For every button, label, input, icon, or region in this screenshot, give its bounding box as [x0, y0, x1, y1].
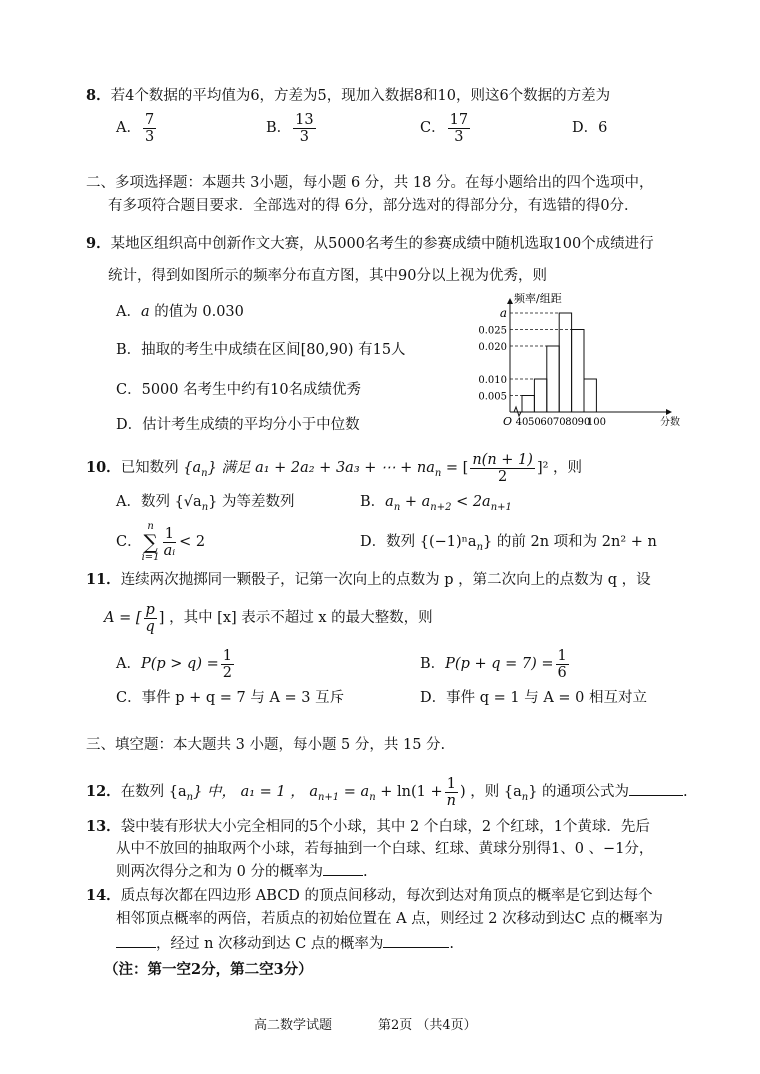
q14-number: 14． — [86, 887, 121, 904]
q10-option-d: D．数列 {(−1)ⁿa$_n$} 的前 2n 项和为 2n² + n — [360, 534, 657, 553]
x-tick-label-0: 40 — [515, 417, 529, 428]
q11-option-c: C．事件 p + q = 7 与 A = 3 互斥 — [116, 690, 345, 706]
y-tick-label-2: 0.020 — [478, 342, 507, 353]
q14-answer-blank-1[interactable] — [116, 933, 156, 948]
q12-number: 12． — [86, 783, 121, 800]
q10-c-fraction: $\frac{1}{\text{aᵢ}}$ — [163, 525, 176, 559]
x-tick-label-2: 60 — [540, 417, 554, 428]
q14-line1: 14．质点每次都在四边形 ABCD 的顶点间移动，每次到达对角顶点的概率是它到达每个 — [86, 887, 653, 904]
q9-option-a: A．a 的值为 0.030 — [116, 304, 244, 320]
y-tick-label-3: 0.025 — [478, 325, 507, 337]
bar-2 — [547, 346, 559, 412]
q11-option-b: B．P(p + q = 7) = $\frac{1}{6}$ — [420, 647, 567, 681]
y-axis-arrow-icon — [507, 298, 513, 304]
q8-option-b: B． $\frac{13}{3}$ — [266, 111, 314, 145]
q8-c-fraction: $\frac{17}{3}$ — [449, 111, 469, 145]
origin-label: O — [503, 415, 513, 428]
q8-stem — [86, 86, 610, 106]
bar-1 — [534, 379, 546, 412]
q11-number: 11． — [86, 571, 121, 588]
q10-stem: 10．已知数列 $\{a_n\}$ 满足 a₁ + 2a₂ + 3a₃ + ⋯ + $na_n$ = [ $\frac{n(n + 1)}{2}$ ]² ，则 — [86, 451, 583, 485]
q13-line1: 13．袋中装有形状大小完全相同的5个小球，其中 2 个白球，2 个红球，1个黄球．先后 — [86, 818, 650, 835]
y-tick-label-4: a — [499, 306, 507, 320]
q11-option-a: A．P(p > q) = $\frac{1}{2}$ — [116, 647, 232, 681]
q11-definition: A = [ $\frac{p}{q}$ ] ，其中 [x] 表示不超过 x 的最大整数，则 — [104, 601, 433, 635]
q13-line2: 从中不放回的抽取两个小球，若每抽到一个白球、红球、黄球分别得1、0 、−1分， — [116, 841, 654, 857]
q10-fraction: $\frac{n(n + 1)}{2}$ — [472, 451, 533, 485]
bar-5 — [584, 379, 596, 412]
q12-stem: 12．在数列 $\{a_n\}$ 中， a₁ = 1 ， $a_{n+1} = a_n + \ln(1$ + $\frac{1}{n}$ ) ，则 $\{a_n\}$ 的通项公式为 . — [86, 775, 688, 809]
q14-line3: ，经过 n 次移动到达 C 点的概率为 . — [116, 933, 454, 954]
summation-symbol: n ∑ i=1 — [141, 521, 160, 563]
bar-3 — [559, 313, 571, 412]
q10-option-b: B．$a_n + a_{n+2} < 2a_{n+1}$ — [360, 494, 512, 513]
y-tick-label-0: 0.005 — [478, 391, 507, 403]
y-axis-label: 频率/组距 — [514, 292, 562, 305]
q11-pq-fraction: $\frac{p}{q}$ — [145, 601, 155, 635]
q10-option-c: C． n ∑ i=1 $\frac{1}{\text{aᵢ}}$ < 2 — [116, 521, 206, 563]
section-3-heading: 三、填空题：本大题共 3 小题，每小题 5 分，共 15 分. — [86, 737, 446, 753]
q14-scoring-note: （注：第一空2分，第二空3分） — [104, 961, 313, 978]
section-2-instructions: 有多项符合题目要求．全部选对的得 6分，部分选对的得部分分，有选错的得0分． — [108, 198, 639, 214]
q9-number: 9． — [86, 235, 111, 252]
x-axis-arrow-icon — [666, 409, 672, 415]
q11-stem: 11．连续两次抛掷同一颗骰子，记第一次向上的点数为 p ，第二次向上的点数为 q ，设 — [86, 571, 651, 588]
q8-b-fraction: $\frac{13}{3}$ — [295, 111, 314, 145]
q10-number: 10． — [86, 459, 121, 476]
q12-fraction: $\frac{1}{n}$ — [446, 775, 456, 809]
q8-number: 8． — [86, 87, 111, 104]
x-tick-label-4: 80 — [565, 417, 578, 428]
x-tick-label-1: 50 — [528, 417, 541, 428]
q8-option-d: D．6 — [572, 120, 608, 136]
q10-option-a: A．数列 $\{√a_n\}$ 为等差数列 — [116, 494, 295, 513]
q8-option-c: C． $\frac{17}{3}$ — [420, 111, 469, 145]
q14-line2: 相邻顶点概率的两倍，若质点的初始位置在 A 点，则经过 2 次移动到达C 点的概率为 — [116, 911, 663, 927]
q12-answer-blank[interactable] — [629, 781, 683, 796]
q8-a-fraction: $\frac{7}{3}$ — [144, 111, 155, 145]
y-tick-label-1: 0.010 — [478, 375, 507, 386]
bar-0 — [522, 396, 534, 413]
bar-4 — [572, 330, 584, 413]
q11-option-d: D．事件 q = 1 与 A = 0 相互对立 — [420, 690, 648, 706]
q8-option-a: A． $\frac{7}{3}$ — [116, 111, 155, 145]
q9-option-d: D．估计考生成绩的平均分小于中位数 — [116, 417, 360, 433]
q9-option-b: B．抽取的考生中成绩在区间[80,90) 有15人 — [116, 342, 406, 358]
q14-answer-blank-2[interactable] — [383, 933, 449, 948]
footer-title: 高二数学试题 — [254, 1018, 333, 1033]
x-axis-label: 分数 — [660, 417, 680, 428]
q13-answer-blank[interactable] — [323, 861, 363, 876]
frequency-histogram — [478, 290, 680, 440]
q9-stem-line1: 9．某地区组织高中创新作文大赛，从5000名考生的参赛成绩中随机选取100个成绩进行 — [86, 235, 654, 252]
q9-stem-line2: 统计，得到如图所示的频率分布直方图，其中90分以上视为优秀，则 — [108, 268, 547, 284]
x-tick-label-3: 70 — [552, 417, 566, 428]
section-2-heading: 二、多项选择题：本题共 3小题，每小题 6 分，共 18 分。在每小题给出的四个选项中， — [86, 175, 654, 191]
x-tick-label-5: 90 — [577, 417, 591, 428]
q13-number: 13． — [86, 818, 121, 835]
q9-option-c: C．5000 名考生中约有10名成绩优秀 — [116, 382, 362, 398]
q13-line3: 则两次得分之和为 0 分的概率为 . — [116, 861, 368, 882]
x-tick-label-6: 100 — [586, 417, 606, 428]
footer-page-number: 第2页 （共4页） — [378, 1018, 477, 1033]
q8-text: 若4个数据的平均值为6，方差为5，现加入数据8和10，则这6个数据的方差为 — [110, 88, 611, 104]
